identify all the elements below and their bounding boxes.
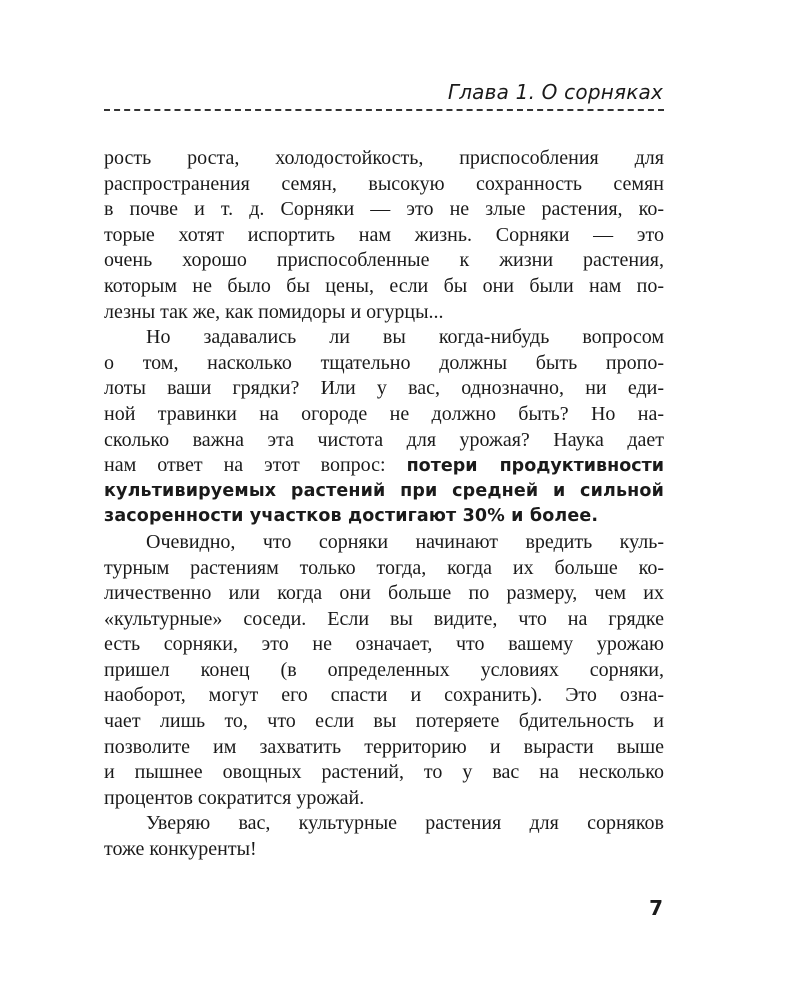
text-line: лезны так же, как помидоры и огурцы... <box>104 300 444 323</box>
text-line: Уверяю вас, культурные растения для сорняков <box>146 812 664 835</box>
text-line: тоже конкуренты! <box>104 838 257 861</box>
text-line: наоборот, могут его спасти и сохранить). Это озна- <box>104 684 664 707</box>
text-line: «культурные» соседи. Если вы видите, что на грядке <box>104 607 664 630</box>
text-line: очень хорошо приспособленные к жизни растения, <box>104 249 664 272</box>
text-line: позволите им захватить территорию и вырасти выше <box>104 735 664 758</box>
text-line: процентов сократится урожай. <box>104 786 365 809</box>
text-line: культивируемых растений при средней и сильной <box>104 480 664 501</box>
text-line: есть сорняки, это не означает, что вашему урожаю <box>104 633 664 656</box>
text-line: торые хотят испортить нам жизнь. Сорняки — это <box>104 223 664 246</box>
text-line: ной травинки на огороде не должно быть? Но на- <box>104 402 664 425</box>
text-line: и пышнее овощных растений, то у вас на несколько <box>104 761 664 784</box>
text-line: турным растениям только тогда, когда их больше ко- <box>104 556 664 579</box>
text-line: лоты ваши грядки? Или у вас, однозначно, ни еди- <box>104 377 664 400</box>
header-divider <box>104 109 664 111</box>
text-line: Очевидно, что сорняки начинают вредить куль- <box>146 530 664 553</box>
text-line: в почве и т. д. Сорняки — это не злые растения, ко- <box>104 198 664 221</box>
page-number: 7 <box>649 896 663 920</box>
text-line: которым не было бы цены, если бы они были нам по- <box>104 274 664 297</box>
text-line: рость роста, холодостойкость, приспособления для <box>104 147 664 169</box>
text-line: нам ответ на этот вопрос: потери продуктивности <box>104 454 665 477</box>
text-line: Но задавались ли вы когда-нибудь вопросом <box>146 326 664 349</box>
text-line: засоренности участков достигают 30% и более. <box>104 506 599 527</box>
text-line: пришел конец (в определенных условиях сорняки, <box>104 658 664 681</box>
text-line: о том, насколько тщательно должны быть пропо- <box>104 351 664 374</box>
running-head: Глава 1. О сорняках <box>447 80 663 104</box>
text-line: сколько важна эта чистота для урожая? Наука дает <box>104 428 664 451</box>
text-line: чает лишь то, что если вы потеряете бдительность и <box>104 710 664 733</box>
bold-emphasis: потери продуктивности <box>406 456 665 477</box>
body-text <box>104 146 664 863</box>
text-line: личественно или когда они больше по размеру, чем их <box>104 582 664 605</box>
text-line: распространения семян, высокую сохранность семян <box>104 172 664 195</box>
